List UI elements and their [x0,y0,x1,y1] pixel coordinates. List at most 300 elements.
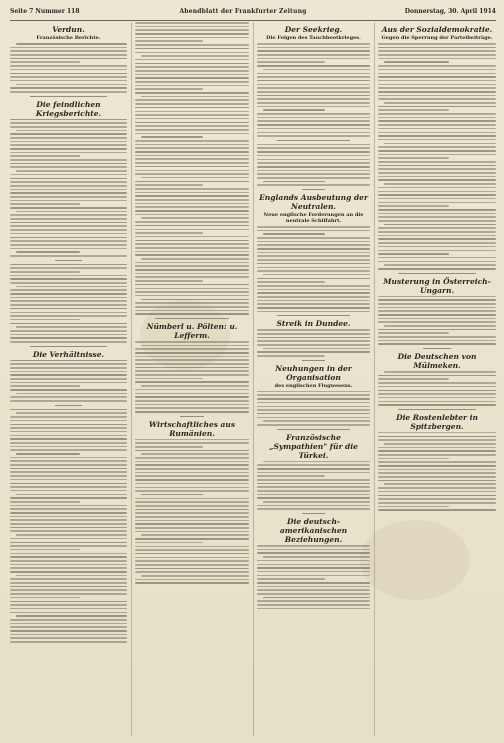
article-section [257,144,370,186]
text-line [10,604,127,606]
text-line [135,129,249,131]
text-line [135,546,249,548]
text-line [10,163,127,165]
text-line [378,139,496,141]
text-line [135,352,249,354]
text-line [257,311,370,313]
text-line [257,155,370,157]
text-line [10,248,127,250]
text-line [257,571,370,573]
text-line [378,375,496,377]
text-line [16,84,127,86]
text-line [10,174,127,176]
text-line [10,505,127,507]
text-line [10,323,127,325]
column-4 [378,22,496,736]
text-line [257,50,370,52]
text-line [10,200,127,202]
page-number: Seite 7 Nummer 118 [10,7,80,15]
text-line [378,128,496,130]
text-line [257,589,370,591]
text-line [257,337,370,339]
text-line [10,192,127,194]
article-heading: Französische „Sympathien" für die Türkei. [269,432,358,460]
text-line [378,495,496,497]
text-line [16,412,127,414]
text-line [378,310,496,312]
text-line [135,348,249,350]
text-line [135,37,249,39]
article-heading: Die Deutschen von Mülmeken. [397,352,477,371]
text-line [378,246,496,248]
section-divider [302,189,325,190]
text-line [378,113,496,115]
text-line [257,132,370,134]
section-divider [302,360,325,361]
text-line [135,310,249,312]
text-line [10,282,127,284]
text-line [135,44,249,46]
article-section [10,100,127,257]
text-line [141,258,249,260]
text-line [10,207,127,209]
text-line [135,475,249,477]
text-line [10,475,127,477]
text-line [378,43,496,45]
text-line [257,552,370,554]
article-body [135,439,249,584]
text-line [10,159,127,161]
text-line [378,242,496,244]
text-line [141,299,249,301]
text-line [10,69,127,71]
text-line [135,464,249,466]
text-line [257,479,370,481]
text-line [257,582,370,584]
text-line [378,502,496,504]
text-line [257,87,370,89]
text-line [378,58,496,60]
article-heading: Verdun. [52,25,85,34]
text-line [135,144,249,146]
section-divider [55,260,82,261]
text-line [141,96,249,98]
text-line [135,170,249,172]
text-line [135,557,249,559]
text-line [257,259,370,261]
text-line [135,571,249,573]
text-line [135,393,249,395]
text-line [16,534,127,536]
text-line [257,252,370,254]
text-line [378,318,496,320]
text-line [135,203,249,205]
text-line [135,276,249,278]
text-line [10,464,127,466]
text-line [378,382,496,384]
text-line [378,150,496,152]
text-line [141,494,203,496]
text-line [10,560,127,562]
text-line [378,65,496,67]
section-divider [398,273,476,274]
text-line [135,359,249,361]
text-line [378,397,496,399]
column-3 [257,22,370,736]
text-line [378,340,496,342]
article-heading: Die feindlichen Kriegsberichte. [35,99,102,118]
text-line [257,398,370,400]
text-line [257,494,370,496]
text-line [135,251,249,253]
article-body [135,22,249,315]
text-line [10,264,127,266]
text-line [257,464,370,466]
section-divider [423,348,451,349]
text-line [257,102,370,104]
text-line [10,556,127,558]
text-line [135,66,249,68]
text-line [135,381,249,383]
article-body [378,43,496,270]
article-section [378,352,496,406]
section-divider [155,318,229,319]
text-line [378,506,449,508]
text-line [135,479,249,481]
text-line [10,471,127,473]
text-line [135,461,249,463]
text-line [378,198,496,200]
text-line [263,348,370,350]
text-line [378,268,496,270]
text-line [135,472,249,474]
text-line [378,231,496,233]
text-line [10,435,127,437]
text-line [378,106,496,108]
text-line [378,487,496,489]
text-line [378,476,496,478]
text-line [378,117,496,119]
text-line [135,527,249,529]
text-line [10,91,127,93]
text-line [378,213,496,215]
text-line [135,236,249,238]
text-line [257,61,325,63]
text-line [10,181,127,183]
text-line [10,152,127,154]
text-line [10,597,80,599]
text-line [378,235,496,237]
text-line [378,336,496,338]
text-line [378,146,496,148]
text-line [378,84,496,86]
text-line [135,487,249,489]
text-line [257,263,370,265]
text-line [10,240,127,242]
article-body [257,43,370,137]
text-line [141,534,249,536]
text-line [135,306,249,308]
text-line [10,360,127,362]
text-line [378,238,496,240]
text-line [10,185,127,187]
text-line [135,247,249,249]
text-line [378,95,496,97]
text-line [135,181,249,183]
article-body [257,545,370,609]
text-line [378,165,496,167]
text-line [135,512,249,514]
text-line [10,564,127,566]
text-line [135,81,249,83]
text-line [384,183,496,185]
text-line [10,255,127,257]
article-subheading: Gegen die Sperrung der Parteibeiträge. [381,35,493,41]
text-line [141,453,249,455]
text-line [135,582,249,584]
article-section [10,25,127,93]
text-line [135,206,249,208]
text-line [10,275,127,277]
text-line [135,374,249,376]
text-line [10,634,127,636]
text-line [257,147,370,149]
text-line [378,393,496,395]
text-line [135,411,249,413]
text-line [10,293,127,295]
text-line [135,273,249,275]
text-line [378,378,449,380]
text-line [16,251,80,253]
text-line [257,424,370,426]
text-line [378,329,496,331]
text-line [384,224,496,226]
article-body [257,329,370,356]
text-line [135,498,249,500]
text-line [378,390,496,392]
text-line [257,490,370,492]
text-line [257,413,370,415]
article-body [378,432,496,511]
text-line [378,498,496,500]
text-line [10,65,127,67]
text-line [257,244,370,246]
text-line [257,483,370,485]
text-line [135,107,249,109]
text-line [378,465,496,467]
section-divider [55,405,82,406]
text-line [135,396,249,398]
text-line [10,523,127,525]
section-divider [398,409,476,410]
article-section [257,517,370,609]
text-line [16,615,127,617]
text-line [378,161,496,163]
text-line [10,330,127,332]
article-section [135,420,249,584]
text-line [135,280,203,282]
text-line [10,641,127,643]
text-line [384,102,496,104]
text-line [257,113,370,115]
text-line [135,192,249,194]
text-line [135,155,249,157]
text-line [378,154,496,156]
text-line [257,289,370,291]
text-line [10,189,127,191]
text-line [16,575,127,577]
text-line [257,230,370,232]
text-line [135,88,203,90]
text-line [378,69,496,71]
text-line [263,501,370,503]
text-line [378,194,496,196]
article-body [257,144,370,186]
text-line [135,531,249,533]
text-line [378,447,496,449]
text-line [10,50,127,52]
text-line [257,170,370,172]
text-line [135,22,249,24]
text-line [135,118,249,120]
article-heading: Musterung in Österreich-Ungarn. [383,276,491,295]
text-line [10,626,127,628]
text-line [263,461,370,463]
text-line [10,567,127,569]
text-line [10,530,127,532]
text-line [378,50,496,52]
text-line [10,630,127,632]
text-line [16,326,127,328]
text-line [10,571,127,573]
text-line [135,232,203,234]
text-line [10,601,127,603]
text-line [10,396,127,398]
text-line [16,494,127,496]
text-line [384,371,496,373]
text-line [16,211,127,213]
text-line [135,195,249,197]
text-line [378,205,449,207]
text-line [10,367,127,369]
text-line [10,483,127,485]
text-line [378,250,496,252]
text-line [10,304,127,306]
text-line [257,73,370,75]
text-line [10,468,127,470]
text-line [378,216,496,218]
text-line [378,404,496,406]
text-line [135,240,249,242]
text-line [10,289,127,291]
article-subheading: des englischen Flugwesens. [274,382,353,389]
text-line [378,73,496,75]
text-line [10,58,127,60]
text-line [135,92,249,94]
text-line [257,307,370,309]
text-line [135,29,249,31]
text-line [378,132,496,134]
text-line [10,512,127,514]
text-line [135,133,249,135]
text-line [10,203,80,205]
text-line [10,334,127,336]
text-line [257,248,370,250]
text-line [135,363,249,365]
text-line [135,509,249,511]
text-line [10,424,127,426]
text-line [135,367,249,369]
text-line [135,302,249,304]
text-line [141,177,249,179]
text-line [10,527,127,529]
text-line [135,370,249,372]
text-line [378,76,496,78]
text-line [10,271,80,273]
text-line [378,509,496,511]
text-line [257,226,370,228]
text-line [257,184,370,186]
text-line [135,378,203,380]
text-line [10,431,127,433]
text-line [16,43,127,45]
text-line [135,483,249,485]
text-line [10,76,127,78]
text-line [10,460,127,462]
article-body [10,43,127,93]
text-line [257,84,370,86]
text-line [257,468,370,470]
text-line [10,553,127,555]
text-line [141,217,249,219]
text-line [257,58,370,60]
text-line [10,237,127,239]
text-line [10,516,127,518]
text-line [10,218,127,220]
text-line [257,173,370,175]
article-heading: Aus der Sozialdemokratie. [381,25,493,34]
text-line [257,270,370,272]
article-heading: Streik in Dundee. [276,319,351,329]
text-line [257,65,370,67]
text-line [378,91,496,93]
text-line [378,253,449,255]
text-line [10,589,127,591]
text-line [257,593,370,595]
text-line [257,151,370,153]
article-body [257,391,370,426]
article-heading: Englands Ausbeutung der Neutralen. [259,192,368,211]
text-line [10,214,127,216]
text-line [10,233,127,235]
article-heading: Die Verhältnisse. [32,349,105,359]
text-line [257,575,370,577]
article-body [257,461,370,511]
text-line [135,214,249,216]
text-line [135,173,249,175]
text-line [135,254,249,256]
text-line [257,255,370,257]
text-line [378,332,449,334]
text-line [10,479,127,481]
article-section [257,433,370,511]
text-line [16,453,80,455]
text-line [10,486,127,488]
text-line [257,76,370,78]
text-line [257,409,370,411]
text-line [257,128,370,130]
text-line [257,135,370,137]
